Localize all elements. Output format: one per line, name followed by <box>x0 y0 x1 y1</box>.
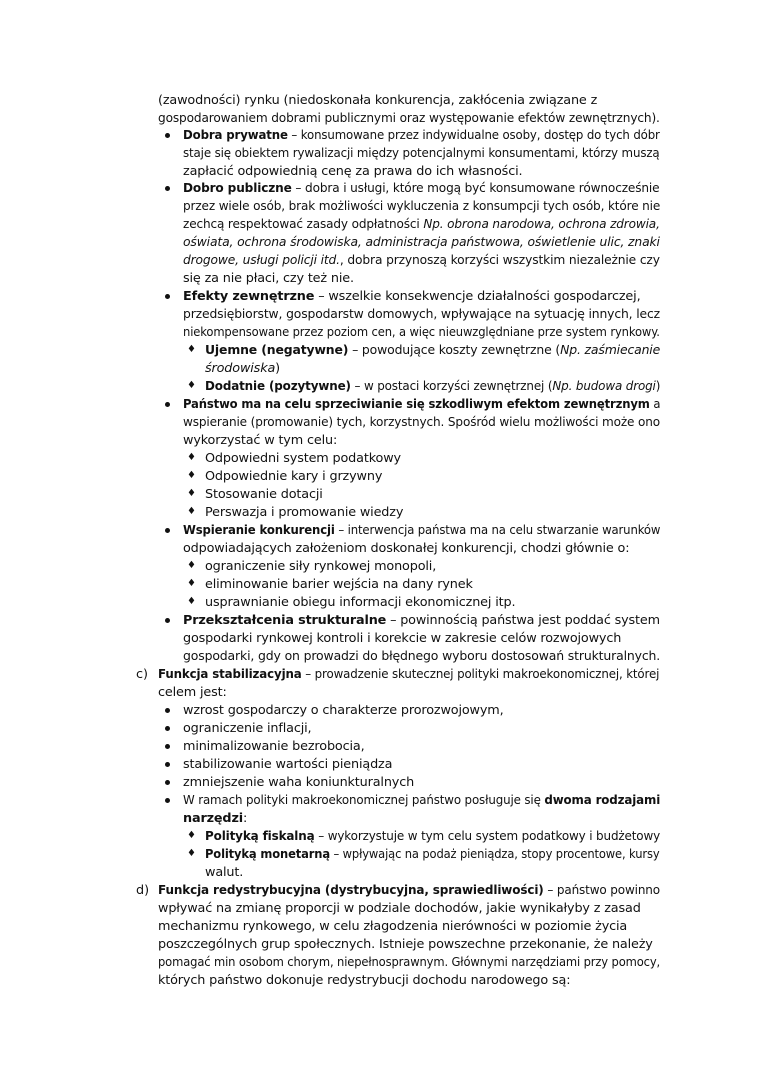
text-line: przedsiębiorstw, gospodarstw domowych, wpływające na sytuację innych, lecz <box>183 307 661 322</box>
section-redistribution: Funkcja redystrybucyjna (dystrybucyjna, sprawiedliwości) – państwo powinno <box>158 883 660 898</box>
section-label-d: d) <box>136 883 150 898</box>
bullet-externalities: Efekty zewnętrzne – wszelkie konsekwencje działalności gospodarczej, <box>183 289 641 304</box>
text-line: drogowe, usługi policji itd., dobra przynoszą korzyści wszystkim niezależnie czy <box>183 253 660 268</box>
bullet-structural: Przekształcenia strukturalne – powinnością państwa jest poddać system <box>183 613 660 628</box>
text-line: gospodarki, gdy on prowadzi do błędnego wyboru dostosowań strukturalnych. <box>183 649 661 664</box>
list-item: eliminowanie barier wejścia na dany rynek <box>205 577 473 592</box>
bullet-competition: Wspieranie konkurencji – interwencja państwa ma na celu stwarzanie warunków <box>183 523 661 538</box>
bullet-dot <box>165 528 170 533</box>
text-line: gospodarki rynkowej kontroli i korekcie w zakresie celów rozwojowych <box>183 631 622 646</box>
sub-bullet-negative: Ujemne (negatywne) – powodujące koszty zewnętrzne (Np. zaśmiecanie <box>205 343 661 358</box>
text-line: oświata, ochrona środowiska, administracja państwowa, oświetlenie ulic, znaki <box>183 235 660 250</box>
section-label-c: c) <box>136 667 149 682</box>
bullet-dot <box>165 402 170 407</box>
bullet-dot <box>165 798 170 803</box>
bullet-dot <box>165 780 170 785</box>
diamond-bullet-icon: ♦ <box>187 578 196 589</box>
bullet-public-goods: Dobro publiczne – dobra i usługi, które mogą być konsumowane równocześnie <box>183 181 660 196</box>
bullet-state-goal: Państwo ma na celu sprzeciwianie się szkodliwym efektom zewnętrznym a <box>183 397 661 412</box>
text-line: zechcą respektować zasady odpłatności Np. obrona narodowa, ochrona zdrowia, <box>183 217 660 232</box>
bullet-dot <box>165 744 170 749</box>
bullet-dot <box>165 133 170 138</box>
bullet-dot <box>165 708 170 713</box>
text-line: (zawodności) rynku (niedoskonała konkurencja, zakłócenia związane z <box>158 93 598 108</box>
text-line: poszczególnych grup społecznych. Istnieje powszechne przekonanie, że należy <box>158 937 653 952</box>
text-line: wpływać na zmianę proporcji w podziale dochodów, jakie wynikałyby z zasad <box>158 901 641 916</box>
text-line: walut. <box>205 865 244 880</box>
diamond-bullet-icon: ♦ <box>187 470 196 481</box>
text-line: się za nie płaci, czy też nie. <box>183 271 354 286</box>
text-line: wykorzystać w tym celu: <box>183 433 338 448</box>
text-line: odpowiadających założeniom doskonałej konkurencji, chodzi głównie o: <box>183 541 630 556</box>
list-item: wzrost gospodarczy o charakterze prorozwojowym, <box>183 703 504 718</box>
diamond-bullet-icon: ♦ <box>187 830 196 841</box>
sub-bullet-fiscal: Polityką fiskalną – wykorzystuje w tym celu system podatkowy i budżetowy <box>205 829 661 844</box>
list-item: stabilizowanie wartości pieniądza <box>183 757 393 772</box>
text-line: staje się obiektem rywalizacji między potencjalnymi konsumentami, którzy muszą <box>183 146 660 161</box>
bullet-dot <box>165 726 170 731</box>
text-line: środowiska) <box>205 361 280 376</box>
list-item: Odpowiedni system podatkowy <box>205 451 401 466</box>
sub-bullet-positive: Dodatnie (pozytywne) – w postaci korzyści zewnętrznej (Np. budowa drogi) <box>205 379 661 394</box>
text-line: zapłacić odpowiednią cenę za prawa do ich własności. <box>183 164 523 179</box>
bullet-private-goods: Dobra prywatne – konsumowane przez indywidualne osoby, dostęp do tych dóbr <box>183 128 660 143</box>
text-line: wspieranie (promowanie) tych, korzystnych. Spośród wielu możliwości może ono <box>183 415 660 430</box>
list-item: Perswazja i promowanie wiedzy <box>205 505 404 520</box>
text-line: narzędzi: <box>183 811 248 826</box>
text-line: gospodarowaniem dobrami publicznymi oraz występowanie efektów zewnętrznych). <box>158 111 660 126</box>
sub-bullet-monetary: Polityką monetarną – wpływając na podaż pieniądza, stopy procentowe, kursy <box>205 847 660 862</box>
list-item: zmniejszenie waha koniunkturalnych <box>183 775 415 790</box>
text-line: celem jest: <box>158 685 227 700</box>
bullet-dot <box>165 762 170 767</box>
diamond-bullet-icon: ♦ <box>187 848 196 859</box>
text-line: przez wiele osób, brak możliwości wykluczenia z konsumpcji tych osób, które nie <box>183 199 661 214</box>
diamond-bullet-icon: ♦ <box>187 560 196 571</box>
diamond-bullet-icon: ♦ <box>187 506 196 517</box>
bullet-dot <box>165 618 170 623</box>
section-stabilization: Funkcja stabilizacyjna – prowadzenie skutecznej polityki makroekonomicznej, której <box>158 667 660 682</box>
text-line: których państwo dokonuje redystrybucji dochodu narodowego są: <box>158 973 571 988</box>
list-item: ograniczenie inflacji, <box>183 721 312 736</box>
bullet-dot <box>165 186 170 191</box>
list-item: ograniczenie siły rynkowej monopoli, <box>205 559 437 574</box>
list-item: Odpowiednie kary i grzywny <box>205 469 383 484</box>
diamond-bullet-icon: ♦ <box>187 488 196 499</box>
list-item: minimalizowanie bezrobocia, <box>183 739 365 754</box>
text-line: mechanizmu rynkowego, w celu złagodzenia nierówności w poziomie życia <box>158 919 628 934</box>
diamond-bullet-icon: ♦ <box>187 344 196 355</box>
diamond-bullet-icon: ♦ <box>187 596 196 607</box>
text-line: niekompensowane przez poziom cen, a więc nieuwzględniane prze system rynkowy. <box>183 325 660 340</box>
diamond-bullet-icon: ♦ <box>187 452 196 463</box>
list-item: W ramach polityki makroekonomicznej państwo posługuje się dwoma rodzajami <box>183 793 661 808</box>
diamond-bullet-icon: ♦ <box>187 380 196 391</box>
list-item: usprawnianie obiegu informacji ekonomicznej itp. <box>205 595 516 610</box>
bullet-dot <box>165 294 170 299</box>
list-item: Stosowanie dotacji <box>205 487 323 502</box>
text-line: pomagać min osobom chorym, niepełnosprawnym. Głównymi narzędziami przy pomocy, <box>158 955 661 970</box>
